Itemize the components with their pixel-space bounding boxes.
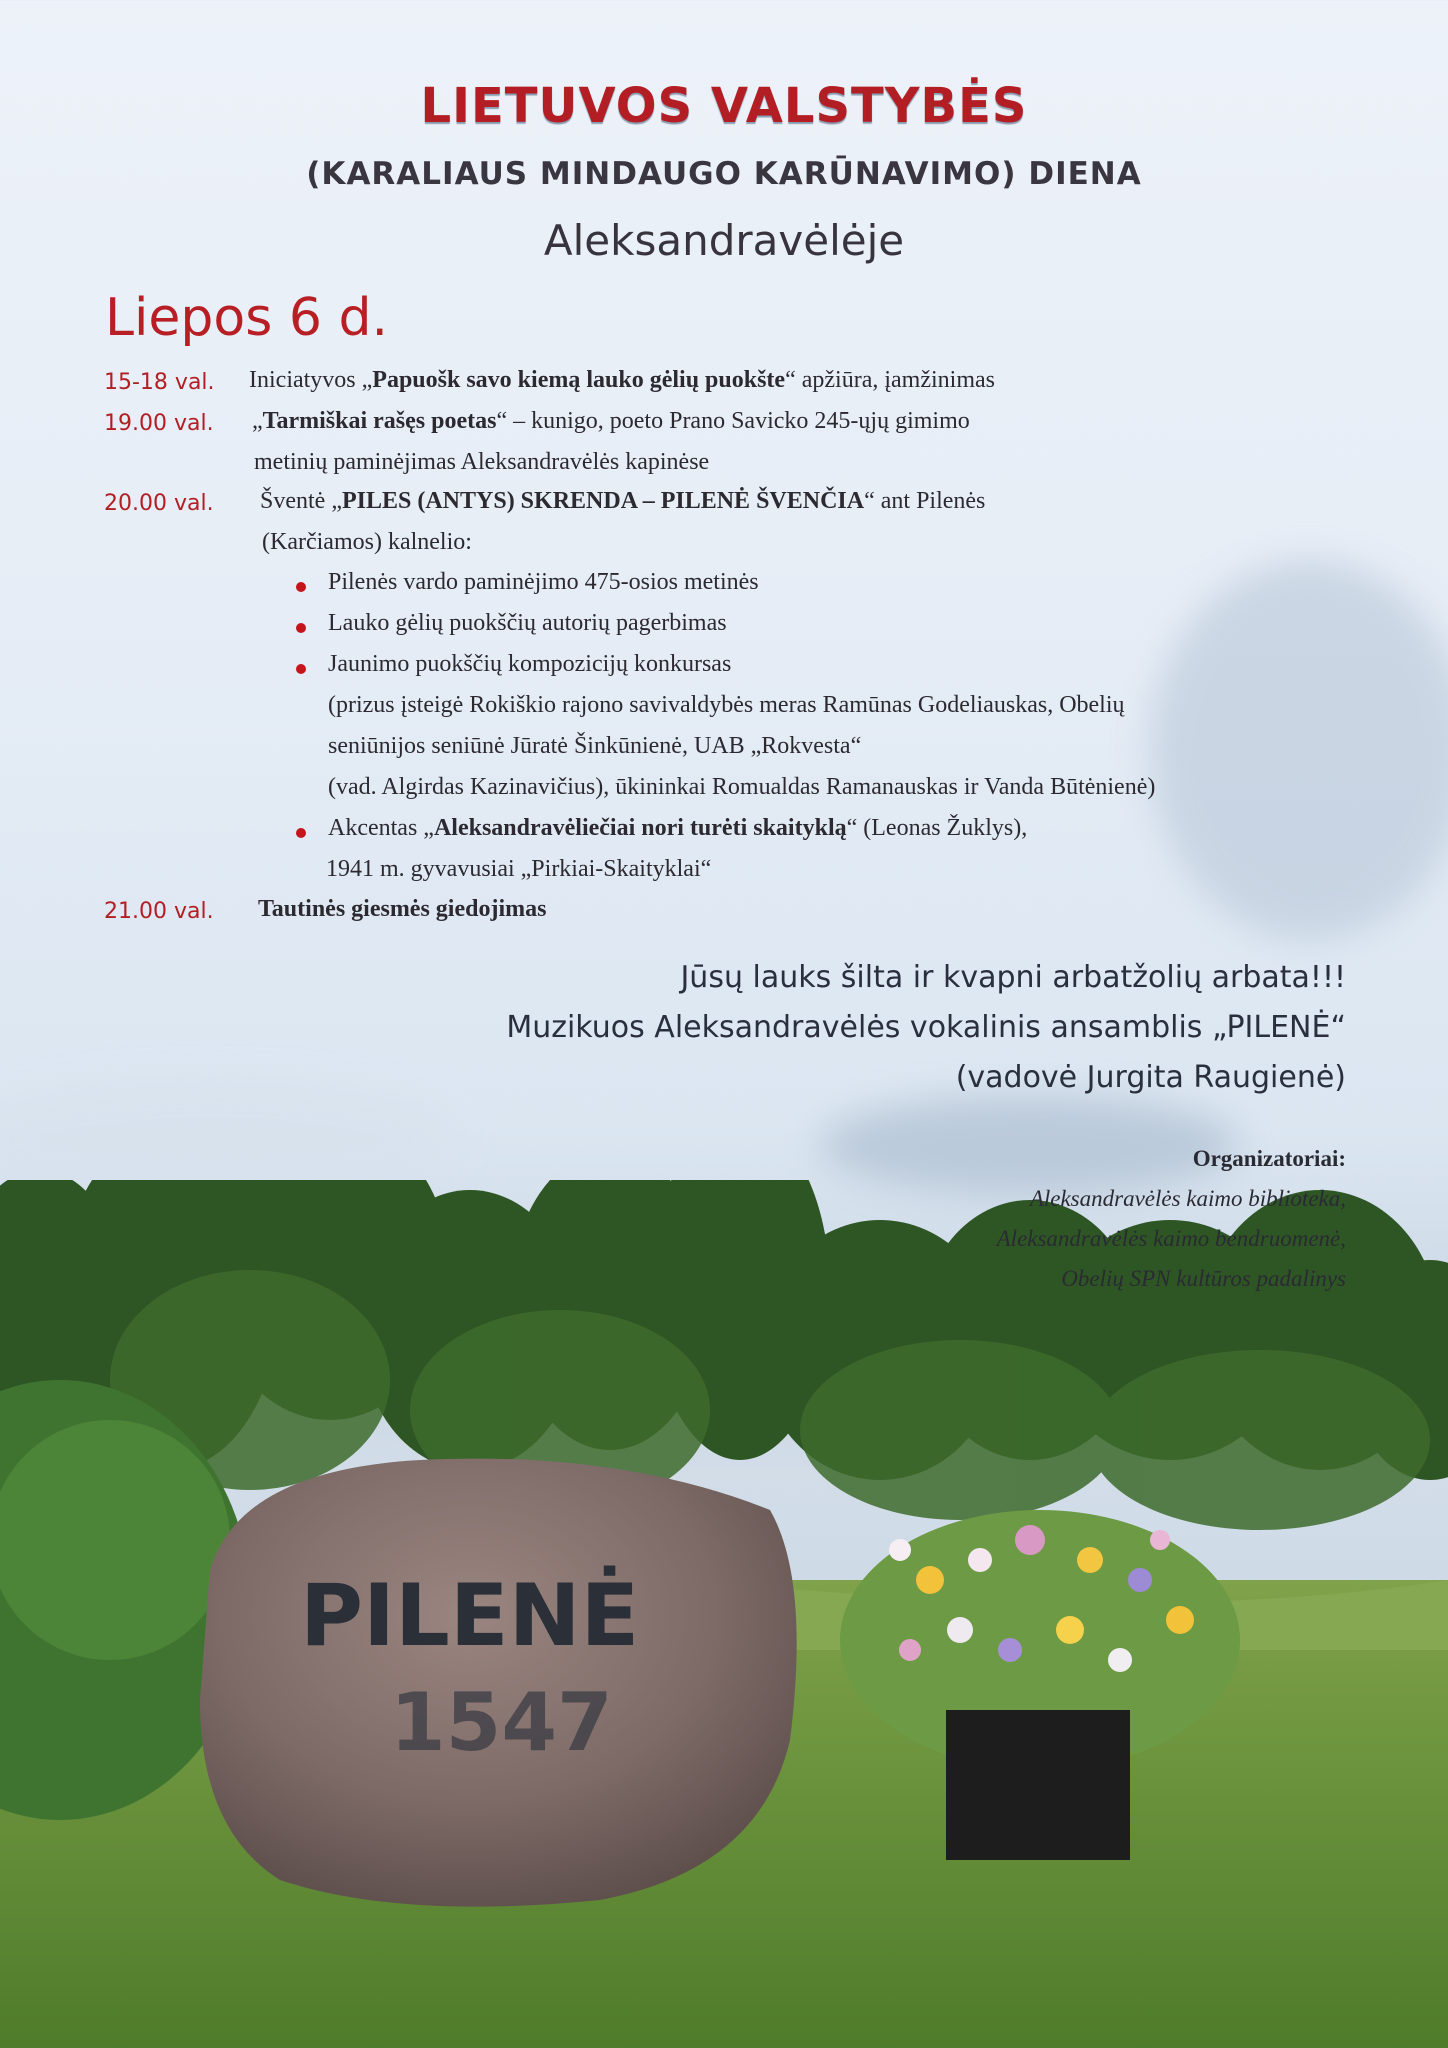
list-item: Jaunimo puokščių kompozicijų konkursas (328, 651, 732, 677)
cloud-1 (1150, 560, 1448, 940)
schedule-line: Šventė „PILES (ANTYS) SKRENDA – PILENĖ ŠVENČIA“ ant Pilenės (260, 488, 986, 514)
schedule-line: Iniciatyvos „Papuošk savo kiemą lauko gėlių puokšte“ apžiūra, įamžinimas (249, 367, 995, 393)
organizer-item: Obelių SPN kultūros padalinys (1061, 1266, 1346, 1291)
bullet-icon (296, 623, 306, 633)
page-title: LIETUVOS VALSTYBĖS (420, 78, 1028, 134)
schedule-line: „Tarmiškai rašęs poetas“ – kunigo, poeto Prano Savicko 245-ųjų gimimo (252, 408, 970, 434)
bullet-icon (296, 582, 306, 592)
schedule-line: metinių paminėjimas Aleksandravėlės kapinėse (254, 449, 710, 475)
closing-leader: (vadovė Jurgita Raugienė) (955, 1060, 1346, 1095)
schedule-time: 15-18 val. (104, 370, 215, 395)
bullet-icon (296, 828, 306, 838)
event-date: Liepos 6 d. (105, 288, 389, 348)
event-place: Aleksandravėlėje (543, 216, 905, 265)
list-item-line: (vad. Algirdas Kazinavičius), ūkininkai Romualdas Ramanauskas ir Vanda Būtėnienė) (328, 774, 1156, 800)
list-item: Akcentas „Aleksandravėliečiai nori turėti skaityklą“ (Leonas Žuklys), (328, 815, 1028, 841)
schedule-line: Tautinės giesmės giedojimas (258, 896, 547, 922)
list-item: Pilenės vardo paminėjimo 475-osios metinės (328, 569, 759, 595)
list-item-line: 1941 m. gyvavusiai „Pirkiai-Skaityklai“ (326, 856, 712, 882)
organizers-heading: Organizatoriai: (1192, 1146, 1346, 1171)
list-item-line: seniūnijos seniūnė Jūratė Šinkūnienė, UAB „Rokvesta“ (328, 733, 862, 759)
schedule-time: 21.00 val. (104, 899, 214, 924)
flower-pot (946, 1710, 1130, 1860)
organizer-item: Aleksandravėlės kaimo bendruomenė, (996, 1226, 1346, 1251)
schedule-time: 20.00 val. (104, 491, 214, 516)
closing-ensemble: Muzikuos Aleksandravėlės vokalinis ansamblis „PILENĖ“ (506, 1010, 1346, 1045)
stone-year: 1547 (390, 1676, 613, 1769)
landscape-photo (0, 1180, 1448, 2048)
bullet-icon (296, 664, 306, 674)
list-item: Lauko gėlių puokščių autorių pagerbimas (328, 610, 727, 636)
organizer-item: Aleksandravėlės kaimo biblioteka, (1029, 1186, 1346, 1211)
stone-name: PILENĖ (300, 1566, 640, 1666)
schedule-time: 19.00 val. (104, 411, 214, 436)
list-item-line: (prizus įsteigė Rokiškio rajono savivaldybės meras Ramūnas Godeliauskas, Obelių (328, 692, 1125, 718)
schedule-line: (Karčiamos) kalnelio: (262, 529, 472, 555)
closing-tea: Jūsų lauks šilta ir kvapni arbatžolių arbata!!! (680, 960, 1346, 995)
page-subtitle: (KARALIAUS MINDAUGO KARŪNAVIMO) DIENA (306, 156, 1142, 192)
